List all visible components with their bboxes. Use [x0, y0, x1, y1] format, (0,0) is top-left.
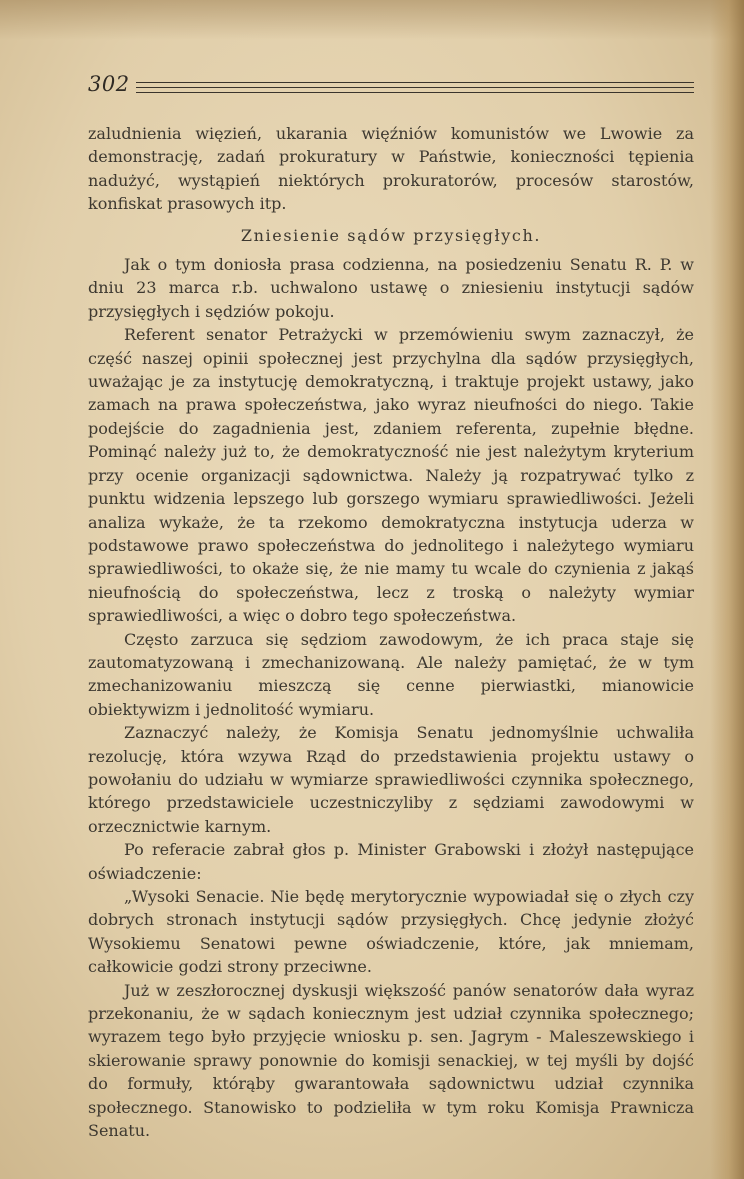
paragraph-quote: „Wysoki Senacie. Nie będę merytorycznie wypowiadał się o złych czy dobrych stronach instytucji sądów przysięgłych. Chcę jedynie złożyć Wysokiemu Senatowi pewne oświadczenie, które, jak mniemam, całkowicie godzi strony przeciwne.: [88, 887, 694, 977]
paragraph: Często zarzuca się sędziom zawodowym, że ich praca staje się zautomatyzowaną i zmechanizowaną. Ale należy pamiętać, że w tym zmechanizowaniu mieszczą się cenne pierwiastki, mianowicie obiektywizm i jednolitość wymiaru.: [88, 629, 694, 719]
section-heading: Zniesienie sądów przysięgłych.: [240, 225, 542, 245]
paragraph-continuation: zaludnienia więzień, ukarania więźniów komunistów we Lwowie za demonstrację, zadań prokuratury w Państwie, konieczności tępienia nadużyć, wystąpień niektórych prokuratorów, procesów starostów, konfiskat prasowych itp.: [88, 124, 694, 214]
paragraph: Już w zeszłorocznej dyskusji większość panów senatorów dała wyraz przekonaniu, że w sądach koniecznym jest udział czynnika społecznego; wyrazem tego było przyjęcie wniosku p. sen. Jagrym - Maleszewskiego i skierowanie sprawy ponownie do komisji senackiej, w tej myśli by dojść do formuły, którąby gwarantowała sądownictwu udział czynnika społecznego. Stanowisko to podzieliła w tym roku Komisja Prawnicza Senatu.: [88, 980, 694, 1141]
paragraph: Zaznaczyć należy, że Komisja Senatu jednomyślnie uchwaliła rezolucję, która wzywa Rząd do przedstawienia projektu ustawy o powołaniu do udziału w wymiarze sprawiedliwości czynnika społecznego, którego przedstawiciele uczestniczyliby z sędziami zawodowymi w orzecznictwie karnym.: [88, 723, 694, 836]
paragraph: Jak o tym doniosła prasa codzienna, na posiedzeniu Senatu R. P. w dniu 23 marca r.b. uchwalono ustawę o zniesieniu instytucji sądów przysięgłych i sędziów pokoju.: [88, 255, 694, 321]
header-rule: [136, 87, 694, 88]
body-text: [88, 122, 694, 1142]
page-header: [88, 72, 694, 102]
header-rule: [136, 92, 694, 93]
page-number: 302: [88, 72, 130, 96]
header-rule: [136, 82, 694, 83]
page-right-edge-shadow: [710, 0, 744, 1179]
paragraph: Po referacie zabrał głos p. Minister Grabowski i złożył następujące oświadczenie:: [88, 840, 694, 883]
page-top-shadow: [0, 0, 744, 40]
paragraph: Referent senator Petrażycki w przemówieniu swym zaznaczył, że część naszej opinii społecznej jest przychylna dla sądów przysięgłych, uważając je za instytucję demokratyczną, i traktuje projekt ustawy, jako zamach na prawa społeczeństwa, jako wyraz nieufności do niego. Takie podejście do zagadnienia jest, zdaniem referenta, zupełnie błędne. Pominąć należy już to, że demokratyczność nie jest należytym kryterium przy ocenie organizacji sądownictwa. Należy ją rozpatrywać tylko z punktu widzenia lepszego lub gorszego wymiaru sprawiedliwości. Jeżeli analiza wykaże, że ta rzekomo demokratyczna instytucja uderza w podstawowe prawo społeczeństwa do jednolitego i należytego wymiaru sprawiedliwości, to okaże się, że nie mamy tu wcale do czynienia z jakąś nieufnością do społeczeństwa, lecz z troską o należyty wymiar sprawiedliwości, a więc o dobro tego społeczeństwa.: [88, 325, 694, 626]
